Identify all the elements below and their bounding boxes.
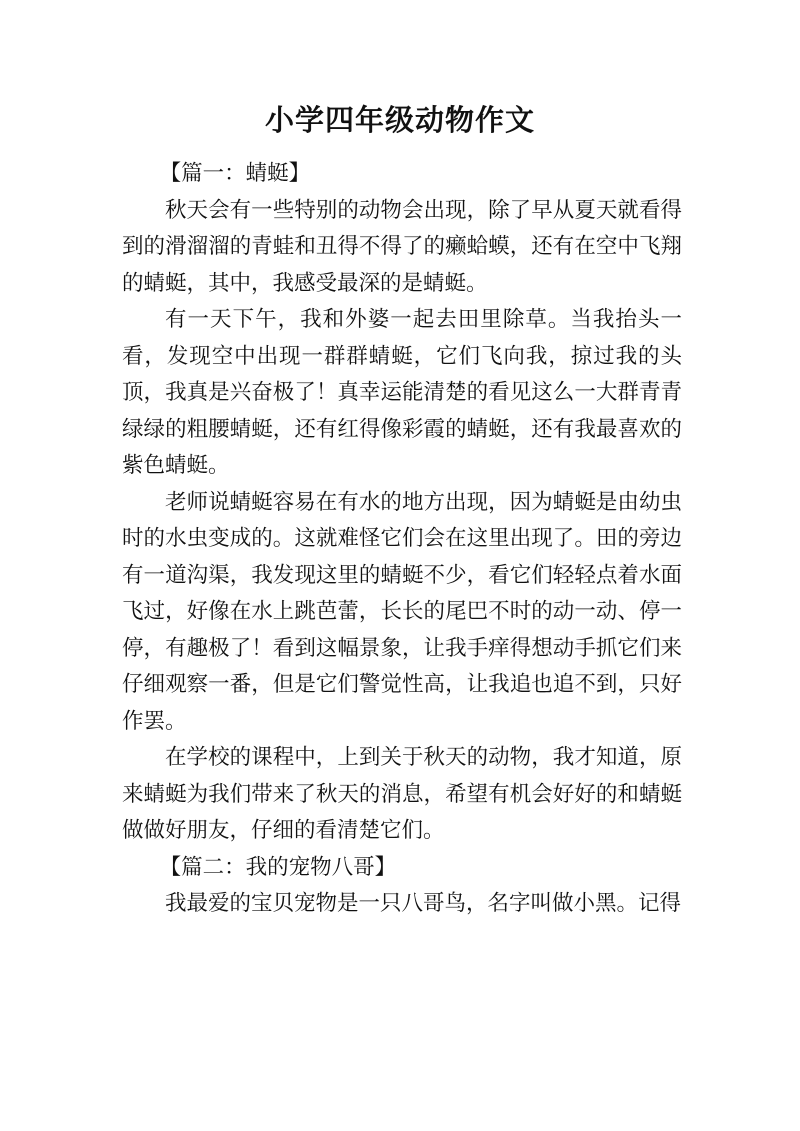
paragraph: 在学校的课程中，上到关于秋天的动物，我才知道，原来蜻蜓为我们带来了秋天的消息，希望有机会好好的和蜻蜓做做好朋友，仔细的看清楚它们。: [122, 745, 682, 843]
section-heading: 【篇一：蜻蜓】: [159, 161, 311, 186]
document-title: 小学四年级动物作文: [264, 103, 535, 137]
document-body: [122, 156, 682, 923]
paragraph: 秋天会有一些特别的动物会出现，除了早从夏天就看得到的滑溜溜的青蛙和丑得不得了的癞蛤蟆，还有在空中飞翔的蜻蜓，其中，我感受最深的是蜻蜓。: [122, 197, 682, 296]
paragraph: 我最爱的宝贝宠物是一只八哥鸟，名字叫做小黑。记得: [165, 891, 682, 916]
section-heading: 【篇二：我的宠物八哥】: [159, 854, 397, 880]
paragraph: 老师说蜻蜓容易在有水的地方出现，因为蜻蜓是由幼虫时的水虫变成的。这就难怪它们会在这里出现了。田的旁边有一道沟渠，我发现这里的蜻蜓不少，看它们轻轻点着水面飞过，好像在水上跳芭蕾，长长的尾巴不时的动一动、停一停，有趣极了！看到这幅景象，让我手痒得想动手抓它们来仔细观察一番，但是它们警觉性高，让我追也追不到，只好作罢。: [122, 489, 682, 734]
paragraph: 有一天下午，我和外婆一起去田里除草。当我抬头一看，发现空中出现一群群蜻蜓，它们飞向我，掠过我的头顶，我真是兴奋极了！真幸运能清楚的看见这么一大群青青绿绿的粗腰蜻蜓，还有红得像彩霞的蜻蜓，还有我最喜欢的紫色蜻蜓。: [122, 307, 682, 478]
